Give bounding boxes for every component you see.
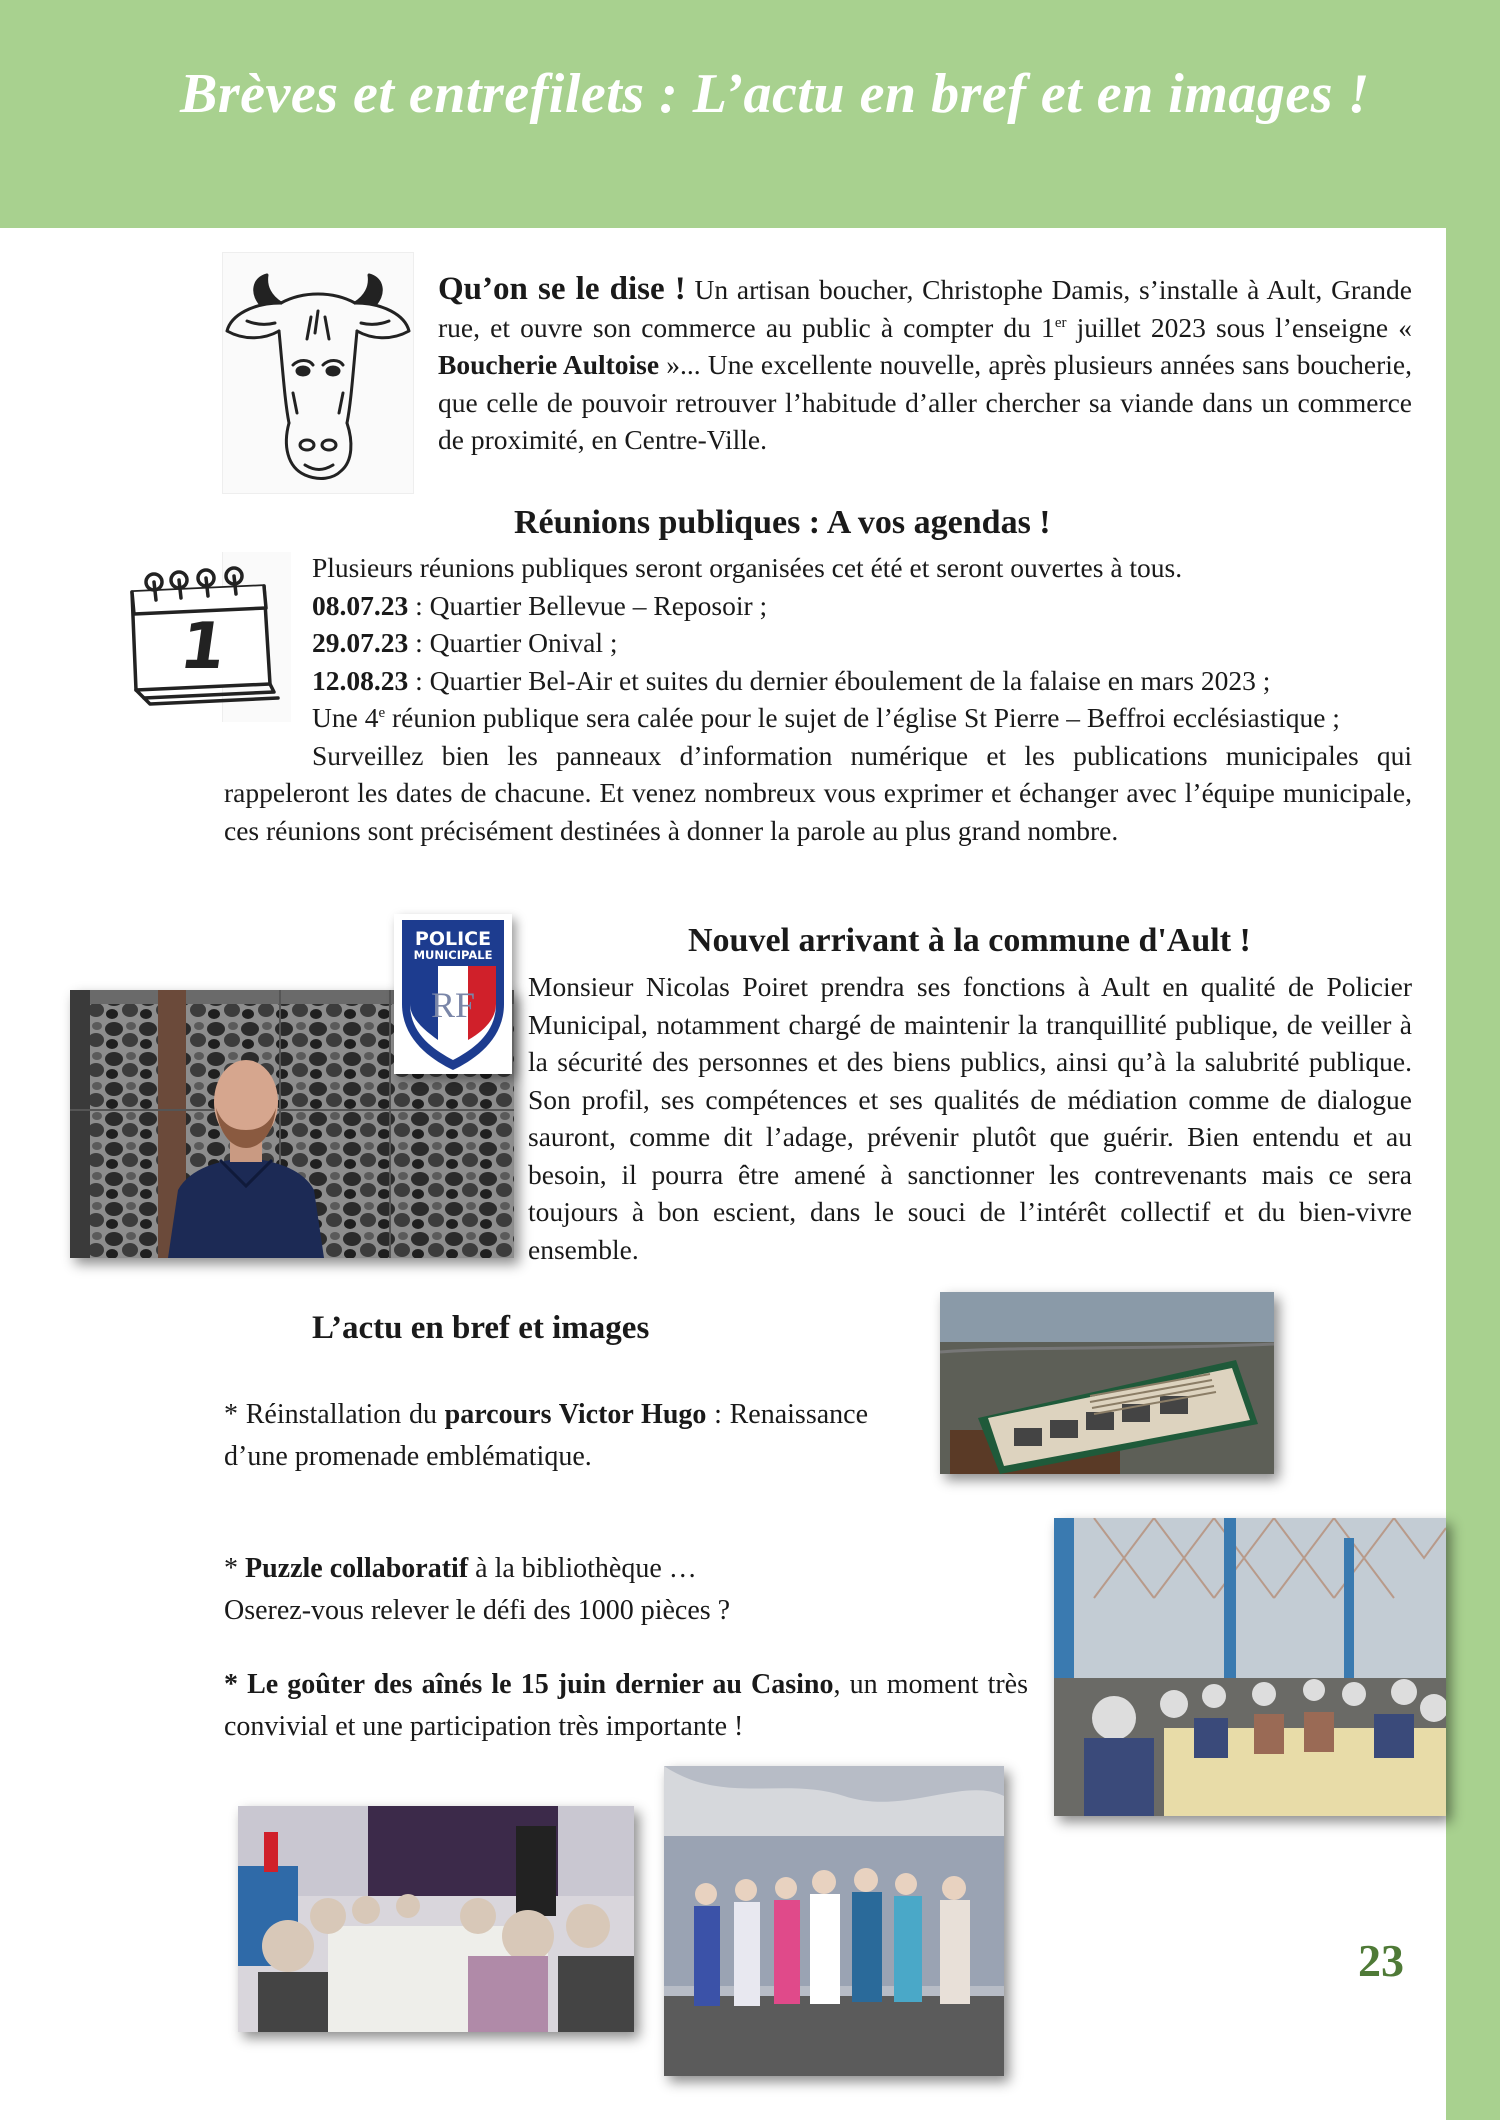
reunion-date-row — [224, 587, 1412, 625]
page-title: Brèves et entrefilets : L’actu en bref et en images ! — [180, 63, 1370, 125]
reunions-intro: Plusieurs réunions publiques seront organisées cet été et seront ouvertes à tous. — [312, 552, 1183, 583]
police-paragraph: Monsieur Nicolas Poiret prendra ses fonctions à Ault en qualité de Policier Municipal, notamment chargé de maintenir la tranquillité publique, de veiller à la sécurité des personnes et des biens publics, ainsi qu’à la salubrité publique. Son profil, ses compétences et ses qualités de médiation comme de dialogue sauront, comme dit l’adage, prévenir plutôt que guérir. Bien entendu et au besoin, il pourra être amené à sanctionner les contrevenants mais ce sera toujours à bon escient, dans le souci de l’intérêt collectif et du bien-vivre ensemble. — [528, 971, 1412, 1265]
boucherie-lead: Qu’on se le dise ! — [438, 271, 686, 307]
actu-item-gouter: * Le goûter des aînés le 15 juin dernier au Casino, un moment très convivial et une participation très importante ! — [224, 1669, 1028, 1742]
badge-line-2: MUNICIPALE — [413, 948, 493, 962]
boucherie-text-1: Un artisan boucher, Christophe Damis, s’installe à Ault, Grande rue, et ouvre son commerce au public à compter du 1 — [438, 274, 1412, 343]
cow-head-icon — [222, 252, 414, 494]
reunion-fourth: Une 4e réunion publique sera calée pour le sujet de l’église St Pierre – Beffroi ecclésiastique ; — [312, 702, 1340, 733]
aines-table-photo — [238, 1806, 634, 2032]
victor-hugo-panel-photo — [940, 1292, 1274, 1474]
actu-item-puzzle: * Puzzle collaboratif à la bibliothèque … Oserez-vous relever le défi des 1000 pièces ? — [224, 1553, 731, 1626]
police-badge-logo — [394, 914, 512, 1074]
boucherie-text-3: »... Une excellente nouvelle, après plusieurs années sans boucherie, que celle de pouvoir retrouver l’habitude d’aller chercher sa viande dans un commerce de proximité, en Centre-Ville. — [438, 349, 1412, 455]
page-number: 23 — [1358, 1935, 1404, 1986]
casino-group-photo — [664, 1766, 1004, 2076]
reunions-closing: Surveillez bien les panneaux d’information numérique et les publications municipales qui rappeleront les dates de chacune. Et venez nombreux vous exprimer et échanger avec l’équipe municipale, ces réunions sont précisément destinées à donner la parole au plus grand nombre. — [224, 739, 1412, 846]
police-heading: Nouvel arrivant à la commune d'Ault ! — [688, 922, 1251, 959]
reunion-date: 12.08.23 — [312, 664, 409, 696]
boucherie-text-2: juillet 2023 sous l’enseigne « — [1066, 311, 1412, 343]
reunion-date: 29.07.23 — [312, 627, 409, 658]
reunions-heading: Réunions publiques : A vos agendas ! — [514, 504, 1051, 541]
shop-name: Boucherie Aultoise — [438, 349, 660, 380]
reunion-place: : Quartier Bellevue – Reposoir ; — [408, 589, 768, 621]
reunion-place: : Quartier Bel-Air et suites du dernier éboulement de la falaise en mars 2023 ; — [408, 664, 1271, 696]
reunion-date: 08.07.23 — [312, 589, 409, 621]
badge-line-1: POLICE — [414, 928, 492, 950]
actu-item-victor-hugo: * Réinstallation du parcours Victor Hugo : Renaissance d’une promenade emblématique. — [224, 1399, 868, 1472]
reunions-block — [224, 549, 1412, 849]
reunion-date-row — [224, 662, 1412, 700]
reunion-place: : Quartier Onival ; — [408, 627, 618, 658]
casino-gouter-photo — [1054, 1518, 1446, 1816]
reunion-date-row — [224, 624, 1412, 662]
boucherie-paragraph — [438, 271, 1412, 459]
boucherie-sup: er — [1054, 314, 1067, 331]
actu-heading: L’actu en bref et images — [312, 1310, 650, 1346]
side-band — [1446, 0, 1500, 2120]
calendar-day: 1 — [175, 610, 231, 684]
badge-letters: RF — [430, 985, 476, 1025]
